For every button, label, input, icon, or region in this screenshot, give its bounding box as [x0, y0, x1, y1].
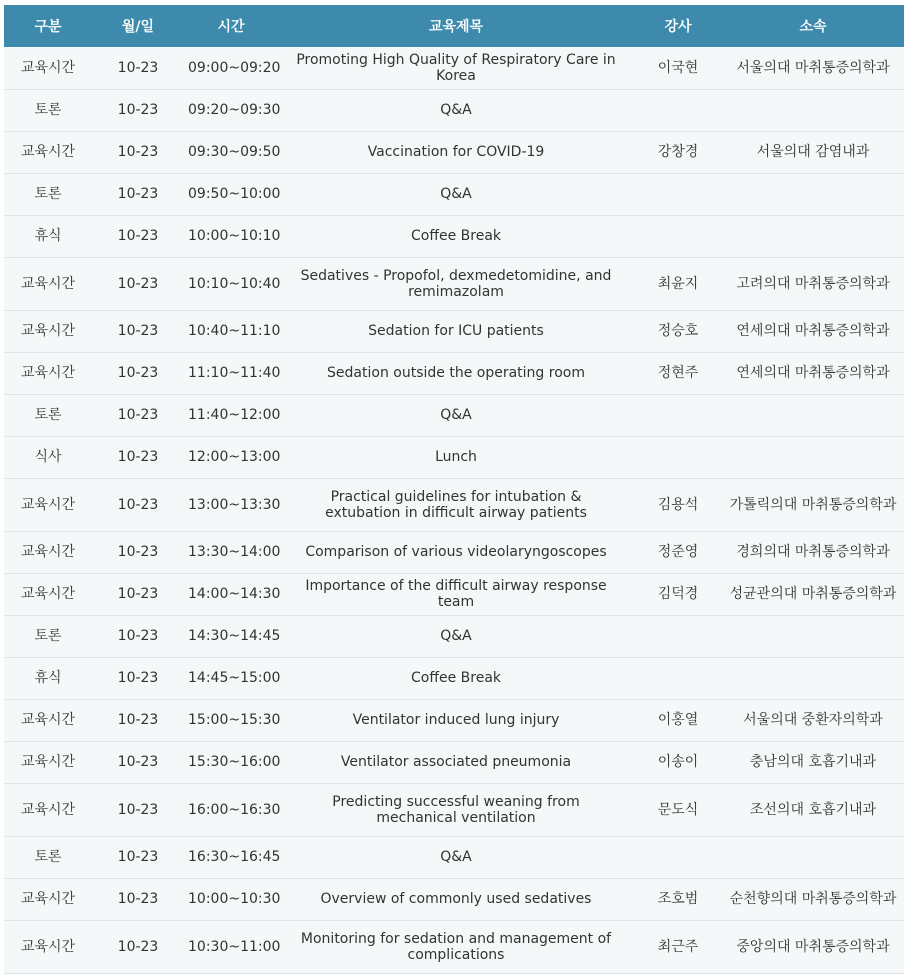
cell-time: 09:30~09:50 — [188, 144, 281, 160]
cell-lecturer — [634, 836, 722, 878]
cell-lecturer: 조호범 — [657, 891, 699, 907]
cell-date: 10-23 — [117, 586, 159, 602]
cell-lecturer: 정준영 — [657, 544, 699, 560]
cell-affiliation: 경희의대 마취통증의학과 — [736, 544, 890, 560]
cell-title — [278, 878, 634, 920]
cell-date: 10-23 — [117, 544, 159, 560]
cell-category: 교육시간 — [20, 938, 76, 955]
table-row — [4, 310, 904, 352]
header-lecturer: 강사 — [664, 19, 692, 35]
cell-date: 10-23 — [117, 228, 159, 244]
cell-category: 교육시간 — [20, 544, 76, 560]
cell-affiliation: 서울의대 감염내과 — [756, 144, 870, 160]
cell-date: 10-23 — [117, 59, 159, 76]
header-time: 시간 — [217, 19, 245, 35]
cell-date: 10-23 — [117, 801, 159, 818]
cell-lecturer — [634, 436, 722, 478]
cell-date: 10-23 — [117, 849, 159, 865]
cell-affiliation — [722, 615, 904, 657]
cell-category: 토론 — [34, 102, 62, 118]
cell-date: 10-23 — [117, 496, 159, 513]
table-row — [4, 478, 904, 531]
header-title: 교육제목 — [428, 19, 484, 35]
cell-category: 휴식 — [34, 670, 62, 686]
cell-time: 13:00~13:30 — [188, 496, 281, 513]
table-row — [4, 531, 904, 573]
cell-affiliation: 고려의대 마취통증의학과 — [736, 275, 890, 292]
cell-affiliation — [722, 436, 904, 478]
cell-lecturer: 최윤지 — [657, 275, 699, 292]
session-title: Sedation outside the operating room — [327, 365, 585, 381]
cell-affiliation — [722, 836, 904, 878]
cell-time: 11:40~12:00 — [188, 407, 281, 423]
cell-affiliation — [722, 657, 904, 699]
cell-title — [278, 531, 634, 573]
cell-title — [278, 478, 634, 531]
cell-time: 16:30~16:45 — [188, 849, 281, 865]
schedule-table-container — [4, 5, 904, 974]
cell-date: 10-23 — [117, 407, 159, 423]
cell-affiliation: 성균관의대 마취통증의학과 — [729, 586, 897, 602]
cell-date: 10-23 — [117, 186, 159, 202]
session-title: Coffee Break — [410, 228, 501, 244]
session-title: Lunch — [435, 449, 477, 465]
cell-time: 09:20~09:30 — [188, 102, 281, 118]
cell-lecturer — [634, 173, 722, 215]
cell-affiliation — [722, 394, 904, 436]
session-title: Ventilator associated pneumonia — [340, 754, 572, 770]
cell-title — [278, 131, 634, 173]
cell-affiliation — [722, 173, 904, 215]
cell-date: 10-23 — [117, 938, 159, 955]
cell-category: 교육시간 — [20, 275, 76, 292]
table-row — [4, 699, 904, 741]
session-title: Overview of commonly used sedatives — [320, 891, 592, 907]
table-row — [4, 741, 904, 783]
cell-lecturer: 정현주 — [657, 365, 699, 381]
cell-category: 토론 — [34, 849, 62, 865]
cell-category: 휴식 — [34, 228, 62, 244]
cell-category: 교육시간 — [20, 144, 76, 160]
cell-affiliation: 순천향의대 마취통증의학과 — [729, 891, 897, 907]
cell-date: 10-23 — [117, 628, 159, 644]
table-row — [4, 836, 904, 878]
cell-lecturer: 문도식 — [657, 801, 699, 818]
cell-date: 10-23 — [117, 712, 159, 728]
cell-lecturer: 김용석 — [657, 496, 699, 513]
cell-title — [278, 173, 634, 215]
cell-lecturer: 이홍열 — [657, 712, 699, 728]
cell-date: 10-23 — [117, 323, 159, 339]
cell-lecturer — [634, 615, 722, 657]
cell-title — [278, 657, 634, 699]
cell-time: 09:00~09:20 — [188, 59, 281, 76]
schedule-table — [4, 5, 904, 974]
cell-category: 교육시간 — [20, 754, 76, 770]
cell-lecturer: 강창경 — [657, 144, 699, 160]
cell-lecturer: 이송이 — [657, 754, 699, 770]
session-title: Comparison of various videolaryngoscopes — [305, 544, 607, 560]
session-title: Q&A — [440, 102, 472, 118]
cell-affiliation: 연세의대 마취통증의학과 — [736, 323, 890, 339]
session-title: Predicting successful weaning from mechanical ventilation — [332, 793, 580, 826]
session-title: Q&A — [440, 849, 472, 865]
cell-time: 14:30~14:45 — [188, 628, 281, 644]
cell-category: 교육시간 — [20, 365, 76, 381]
session-title: Importance of the difficult airway response team — [305, 578, 607, 610]
cell-time: 14:00~14:30 — [188, 586, 281, 602]
cell-title — [278, 436, 634, 478]
cell-affiliation: 가톨릭의대 마취통증의학과 — [729, 496, 897, 513]
session-title: Q&A — [440, 628, 472, 644]
cell-time: 10:10~10:40 — [188, 275, 281, 292]
cell-affiliation — [722, 89, 904, 131]
session-title: Coffee Break — [410, 670, 501, 686]
table-row — [4, 89, 904, 131]
table-row — [4, 878, 904, 920]
cell-lecturer — [634, 89, 722, 131]
cell-category: 교육시간 — [20, 801, 76, 818]
session-title: Q&A — [440, 186, 472, 202]
cell-date: 10-23 — [117, 365, 159, 381]
session-title: Practical guidelines for intubation & extubation in difficult airway patients — [325, 488, 587, 521]
table-row — [4, 615, 904, 657]
cell-title — [278, 741, 634, 783]
table-row — [4, 215, 904, 257]
cell-lecturer: 김덕경 — [657, 586, 699, 602]
cell-date: 10-23 — [117, 449, 159, 465]
cell-lecturer: 최근주 — [657, 938, 699, 955]
cell-time: 15:00~15:30 — [188, 712, 281, 728]
cell-title — [278, 47, 634, 89]
cell-affiliation: 연세의대 마취통증의학과 — [736, 365, 890, 381]
cell-affiliation: 중앙의대 마취통증의학과 — [736, 938, 890, 955]
table-row — [4, 47, 904, 89]
cell-affiliation: 조선의대 호흡기내과 — [749, 801, 877, 818]
cell-title — [278, 394, 634, 436]
cell-category: 토론 — [34, 407, 62, 423]
header-date: 월/일 — [121, 19, 155, 35]
cell-affiliation: 충남의대 호흡기내과 — [749, 754, 877, 770]
table-row — [4, 352, 904, 394]
table-row — [4, 173, 904, 215]
cell-category: 교육시간 — [20, 496, 76, 513]
header-affiliation: 소속 — [799, 19, 827, 35]
cell-category: 토론 — [34, 628, 62, 644]
cell-lecturer: 이국현 — [657, 59, 699, 76]
cell-time: 10:00~10:30 — [188, 891, 281, 907]
cell-title — [278, 89, 634, 131]
cell-title — [278, 699, 634, 741]
table-row — [4, 394, 904, 436]
table-row — [4, 573, 904, 615]
cell-time: 16:00~16:30 — [188, 801, 281, 818]
cell-title — [278, 215, 634, 257]
session-title: Ventilator induced lung injury — [352, 712, 560, 728]
cell-lecturer — [634, 394, 722, 436]
cell-time: 11:10~11:40 — [188, 365, 281, 381]
cell-title — [278, 783, 634, 836]
cell-category: 식사 — [34, 449, 62, 465]
cell-category: 토론 — [34, 186, 62, 202]
cell-affiliation: 서울의대 중환자의학과 — [743, 712, 883, 728]
cell-category: 교육시간 — [20, 891, 76, 907]
session-title: Q&A — [440, 407, 472, 423]
cell-time: 10:30~11:00 — [188, 938, 281, 955]
cell-time: 12:00~13:00 — [188, 449, 281, 465]
table-header-row — [4, 5, 904, 47]
cell-time: 14:45~15:00 — [188, 670, 281, 686]
cell-title — [278, 257, 634, 310]
session-title: Sedatives - Propofol, dexmedetomidine, and remimazolam — [300, 267, 612, 300]
session-title: Promoting High Quality of Respiratory Care in Korea — [296, 51, 616, 84]
table-row — [4, 920, 904, 973]
cell-category: 교육시간 — [20, 323, 76, 339]
cell-date: 10-23 — [117, 275, 159, 292]
cell-time: 15:30~16:00 — [188, 754, 281, 770]
cell-lecturer — [634, 215, 722, 257]
session-title: Vaccination for COVID-19 — [367, 144, 545, 160]
header-category: 구분 — [34, 19, 62, 35]
cell-category: 교육시간 — [20, 712, 76, 728]
cell-category: 교육시간 — [20, 59, 76, 76]
cell-title — [278, 310, 634, 352]
cell-lecturer — [634, 657, 722, 699]
cell-time: 10:00~10:10 — [188, 228, 281, 244]
table-row — [4, 257, 904, 310]
session-title: Monitoring for sedation and management of complications — [300, 930, 612, 963]
cell-lecturer: 정승호 — [657, 323, 699, 339]
cell-title — [278, 573, 634, 615]
cell-title — [278, 920, 634, 973]
cell-date: 10-23 — [117, 891, 159, 907]
cell-time: 09:50~10:00 — [188, 186, 281, 202]
cell-time: 10:40~11:10 — [188, 323, 281, 339]
cell-date: 10-23 — [117, 670, 159, 686]
table-row — [4, 436, 904, 478]
cell-date: 10-23 — [117, 754, 159, 770]
table-row — [4, 131, 904, 173]
cell-date: 10-23 — [117, 144, 159, 160]
cell-title — [278, 352, 634, 394]
cell-category: 교육시간 — [20, 586, 76, 602]
cell-time: 13:30~14:00 — [188, 544, 281, 560]
cell-title — [278, 836, 634, 878]
cell-date: 10-23 — [117, 102, 159, 118]
cell-affiliation: 서울의대 마취통증의학과 — [736, 59, 890, 76]
table-body — [4, 47, 904, 973]
cell-affiliation — [722, 215, 904, 257]
table-row — [4, 657, 904, 699]
session-title: Sedation for ICU patients — [368, 323, 544, 339]
table-row — [4, 783, 904, 836]
cell-title — [278, 615, 634, 657]
